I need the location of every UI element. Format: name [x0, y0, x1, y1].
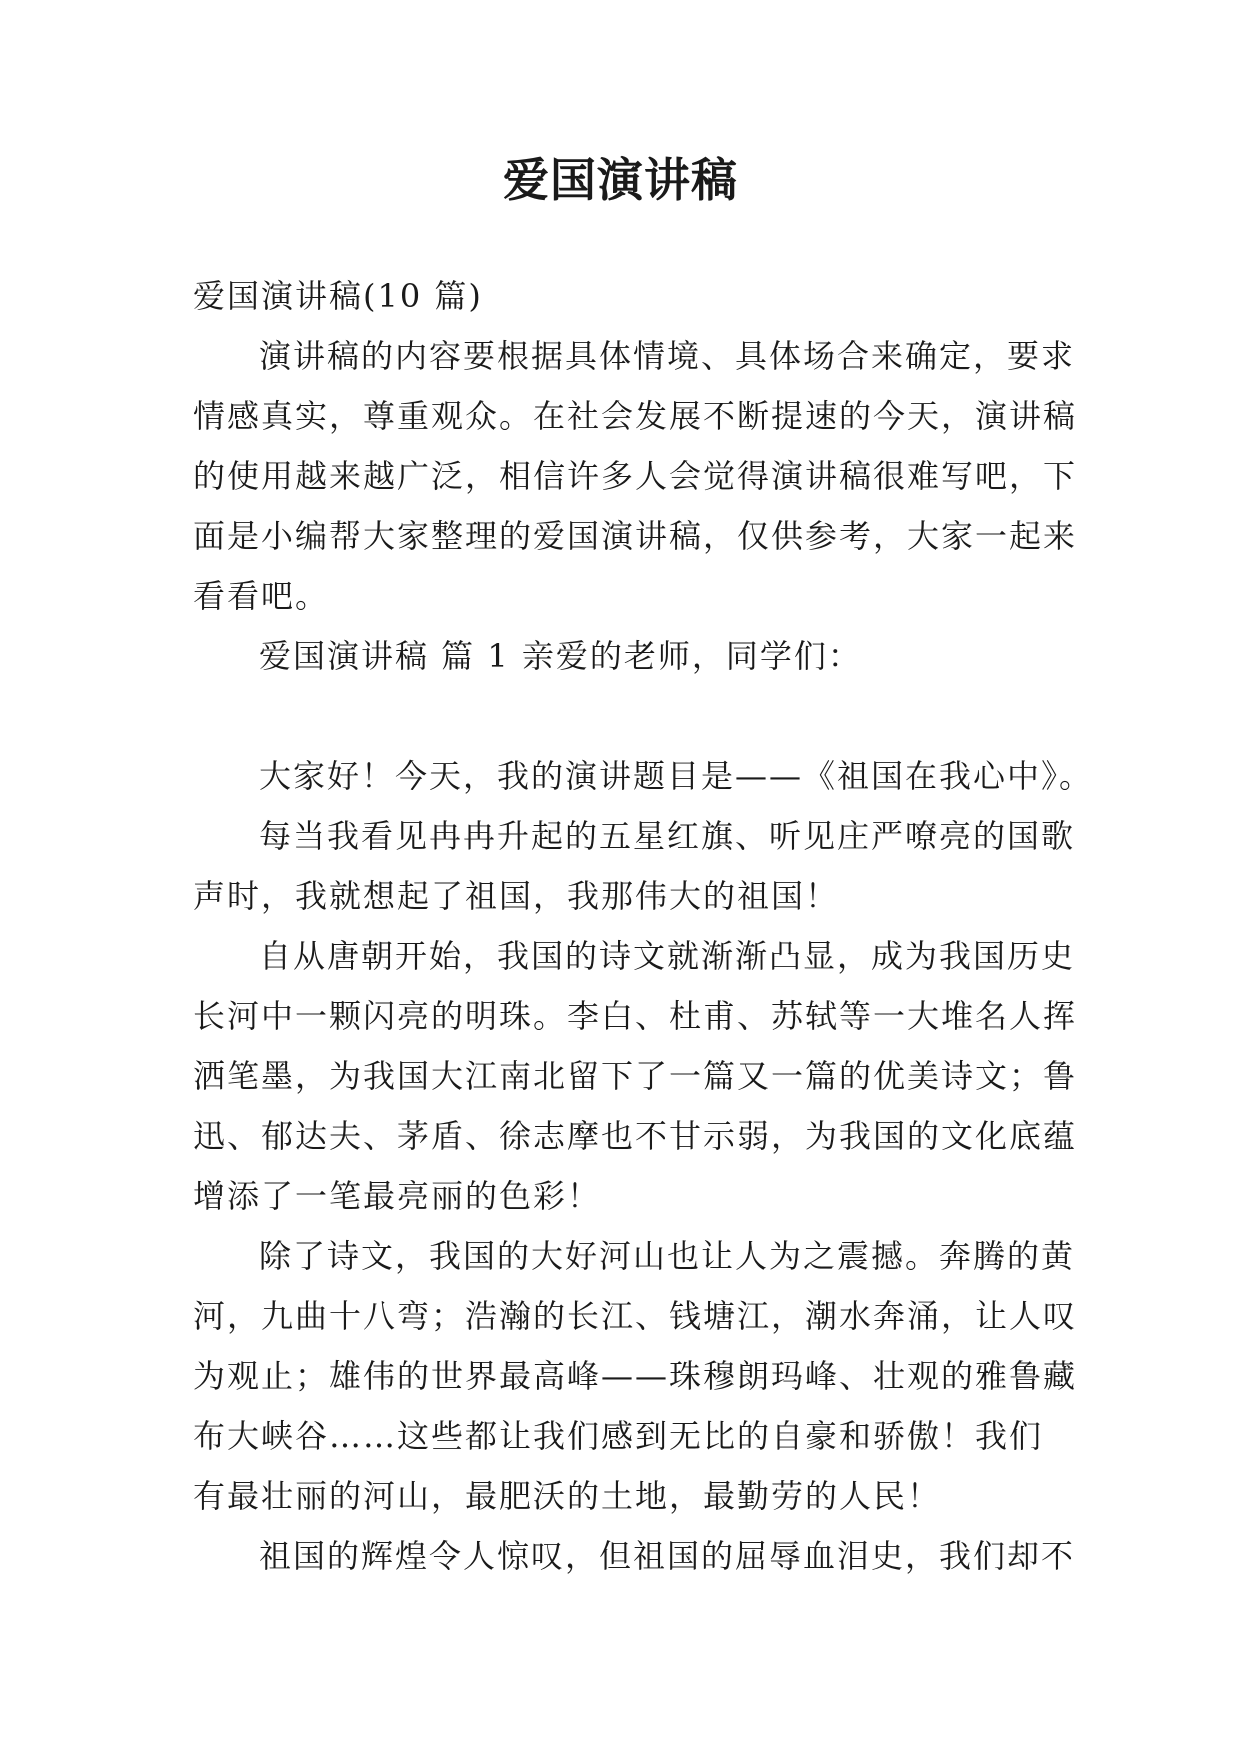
- document-body: [193, 266, 1094, 1586]
- text-line: 洒笔墨，为我国大江南北留下了一篇又一篇的优美诗文；鲁: [193, 1057, 1078, 1095]
- document-title: 爱国演讲稿: [503, 153, 738, 207]
- text-line: 面是小编帮大家整理的爱国演讲稿，仅供参考，大家一起来: [193, 517, 1078, 555]
- text-line: 为观止；雄伟的世界最高峰——珠穆朗玛峰、壮观的雅鲁藏: [193, 1357, 1078, 1395]
- text-line: 布大峡谷……这些都让我们感到无比的自豪和骄傲！我们: [193, 1417, 1044, 1455]
- text-line: 河，九曲十八弯；浩瀚的长江、钱塘江，潮水奔涌，让人叹: [193, 1297, 1078, 1335]
- text-line: 迅、郁达夫、茅盾、徐志摩也不甘示弱，为我国的文化底蕴: [193, 1117, 1078, 1155]
- text-line: 祖国的辉煌令人惊叹，但祖国的屈辱血泪史，我们却不: [259, 1537, 1076, 1575]
- text-line: 大家好！今天，我的演讲题目是——《祖国在我心中》。: [259, 757, 1094, 795]
- blank-line: [193, 686, 1053, 746]
- text-line: 自从唐朝开始，我国的诗文就渐渐凸显，成为我国历史: [259, 937, 1076, 975]
- text-line: 增添了一笔最亮丽的色彩！: [193, 1177, 602, 1215]
- text-line: 演讲稿的内容要根据具体情境、具体场合来确定，要求: [259, 337, 1076, 375]
- text-line: 看看吧。: [193, 577, 330, 615]
- text-line: 情感真实，尊重观众。在社会发展不断提速的今天，演讲稿: [193, 397, 1078, 435]
- text-line: 长河中一颗闪亮的明珠。李白、杜甫、苏轼等一大堆名人挥: [193, 997, 1078, 1035]
- text-line: 声时，我就想起了祖国，我那伟大的祖国！: [193, 877, 840, 915]
- text-line: 的使用越来越广泛，相信许多人会觉得演讲稿很难写吧，下: [193, 457, 1078, 495]
- text-line: 有最壮丽的河山，最肥沃的土地，最勤劳的人民！: [193, 1477, 942, 1515]
- text-line: 爱国演讲稿(10 篇): [193, 277, 483, 315]
- text-line: 除了诗文，我国的大好河山也让人为之震撼。奔腾的黄: [259, 1237, 1076, 1275]
- text-line: 爱国演讲稿 篇 1 亲爱的老师，同学们：: [259, 637, 862, 675]
- text-line: 每当我看见冉冉升起的五星红旗、听见庄严嘹亮的国歌: [259, 817, 1076, 855]
